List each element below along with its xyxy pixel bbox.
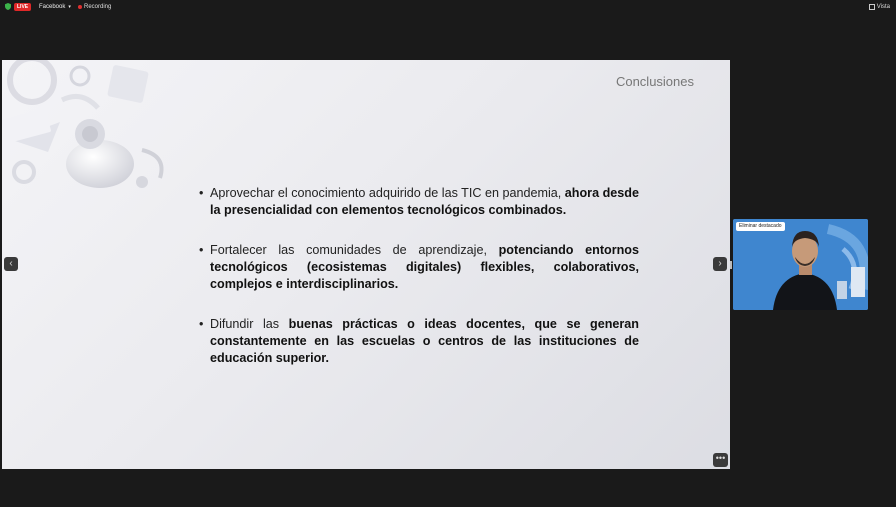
participant-video-tile[interactable] xyxy=(733,219,868,310)
recording-label: Recording xyxy=(84,4,112,10)
bullet-item xyxy=(199,185,639,219)
view-button[interactable] xyxy=(869,3,890,11)
bullet-text-bold: potenciando entornos tecnológicos (ecosistemas digitales) flexibles, colaborativos, complejos e interdisciplinarios. xyxy=(210,243,639,291)
bullet-item xyxy=(199,316,639,367)
platform-selector[interactable] xyxy=(39,3,71,11)
live-badge: LIVE xyxy=(14,3,31,11)
previous-slide-button[interactable] xyxy=(4,257,18,271)
bullet-text: Difundir las xyxy=(210,317,289,331)
chevron-down-icon: ▾ xyxy=(68,4,71,10)
bullet-text: Aprovechar el conocimiento adquirido de las TIC en pandemia, xyxy=(210,186,565,200)
record-dot-icon xyxy=(78,5,82,9)
slide-title: Conclusiones xyxy=(615,74,694,89)
bullet-text: Fortalecer las comunidades de aprendizaje, xyxy=(210,243,499,257)
bullet-text-bold: buenas prácticas o ideas docentes, que se generan constantemente en las escuelas o centros de las instituciones de educación superior. xyxy=(210,317,640,365)
recording-indicator xyxy=(78,3,111,11)
view-label: Vista xyxy=(876,4,890,10)
shield-icon xyxy=(5,3,11,10)
resize-handle[interactable] xyxy=(730,261,732,269)
chevron-left-icon: ‹ xyxy=(9,258,13,269)
bullet-text-bold: ahora desde la presencialidad con elementos tecnológicos combinados. xyxy=(210,186,639,217)
presentation-slide xyxy=(2,60,730,469)
decorative-3d-shapes xyxy=(2,60,177,200)
bullet-list xyxy=(199,185,639,390)
bullet-item xyxy=(199,242,639,293)
chevron-right-icon: › xyxy=(718,258,722,269)
top-bar xyxy=(0,0,896,14)
view-grid-icon xyxy=(869,4,875,10)
more-horizontal-icon: ••• xyxy=(715,453,726,463)
more-options-button[interactable] xyxy=(713,453,728,467)
platform-label: Facebook xyxy=(39,4,66,10)
participant-video xyxy=(733,219,868,310)
next-slide-button[interactable] xyxy=(713,257,727,271)
unpin-button[interactable]: Eliminar destacado xyxy=(736,222,785,231)
